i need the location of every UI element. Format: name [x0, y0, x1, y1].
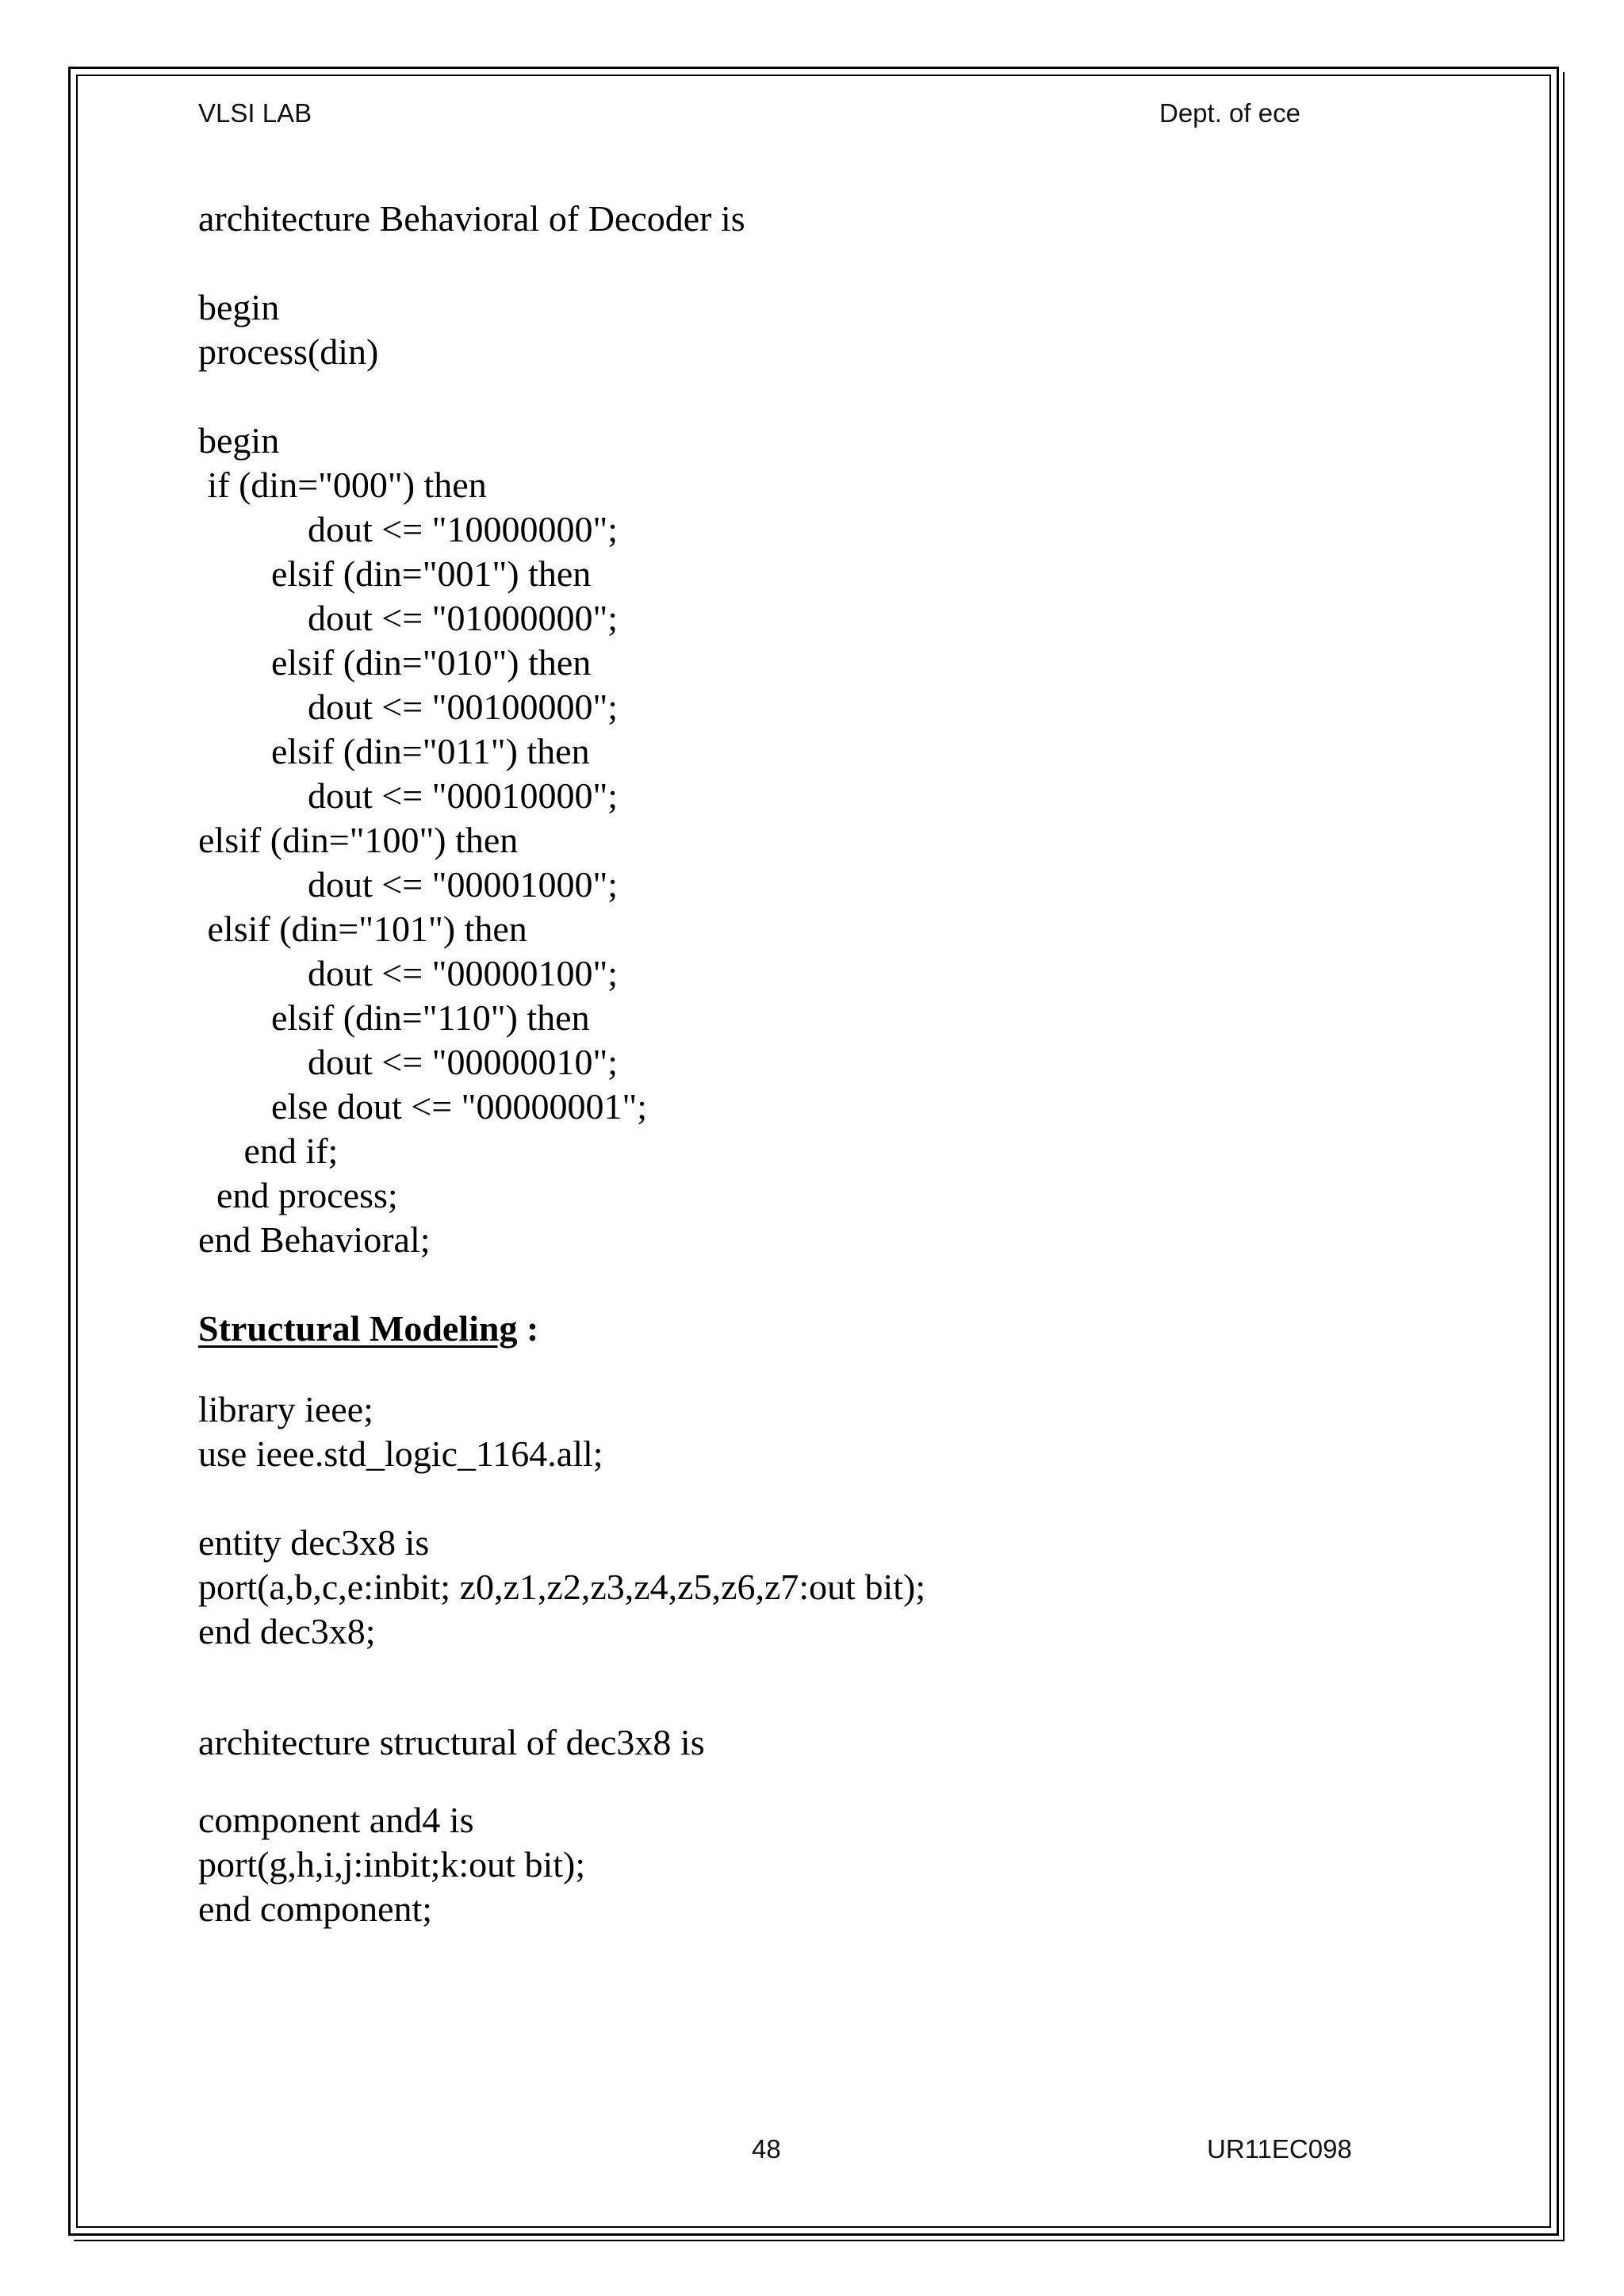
code-line: else dout <= "00000001";: [198, 1086, 648, 1127]
code-line: end Behavioral;: [198, 1219, 431, 1260]
section-heading: [198, 1307, 538, 1351]
code-line: if (din="000") then: [198, 465, 487, 505]
header-lab-title: VLSI LAB: [198, 98, 312, 128]
code-line: dout <= "00010000";: [198, 775, 618, 816]
code-line: end dec3x8;: [198, 1611, 376, 1651]
code-line: process(din): [198, 331, 379, 372]
code-line: end process;: [198, 1175, 398, 1215]
code-line: elsif (din="011") then: [198, 731, 590, 771]
code-line: end if;: [198, 1131, 339, 1171]
code-line: end component;: [198, 1888, 433, 1929]
code-line: elsif (din="110") then: [198, 997, 590, 1038]
code-line: elsif (din="100") then: [198, 820, 519, 860]
running-footer: [0, 2134, 1624, 2166]
code-line: elsif (din="010") then: [198, 642, 592, 683]
code-line: elsif (din="101") then: [198, 909, 527, 949]
section-heading-title: Structural Modeling: [198, 1308, 518, 1349]
code-line: dout <= "10000000";: [198, 509, 618, 549]
code-line: dout <= "01000000";: [198, 598, 618, 638]
page-number: 48: [752, 2134, 781, 2164]
header-department: Dept. of ece: [1159, 98, 1300, 128]
section-heading-suffix: :: [517, 1308, 539, 1349]
running-header: [198, 98, 1308, 130]
code-line: begin: [198, 287, 280, 327]
code-line: begin: [198, 420, 280, 461]
code-line: dout <= "00000010";: [198, 1042, 618, 1082]
code-line: port(g,h,i,j:inbit;k:out bit);: [198, 1844, 586, 1885]
code-line: architecture structural of dec3x8 is: [198, 1722, 705, 1762]
roll-number: UR11EC098: [1207, 2134, 1352, 2164]
code-line: dout <= "00001000";: [198, 864, 618, 905]
code-line: elsif (din="001") then: [198, 553, 592, 594]
code-line: dout <= "00100000";: [198, 687, 618, 727]
code-line: use ieee.std_logic_1164.all;: [198, 1433, 603, 1474]
code-line: dout <= "00000100";: [198, 953, 618, 993]
code-line: component and4 is: [198, 1800, 474, 1840]
code-line: architecture Behavioral of Decoder is: [198, 198, 745, 239]
code-line: port(a,b,c,e:inbit; z0,z1,z2,z3,z4,z5,z6,z7:out bit);: [198, 1567, 926, 1607]
code-line: library ieee;: [198, 1389, 373, 1429]
code-line: entity dec3x8 is: [198, 1522, 430, 1563]
